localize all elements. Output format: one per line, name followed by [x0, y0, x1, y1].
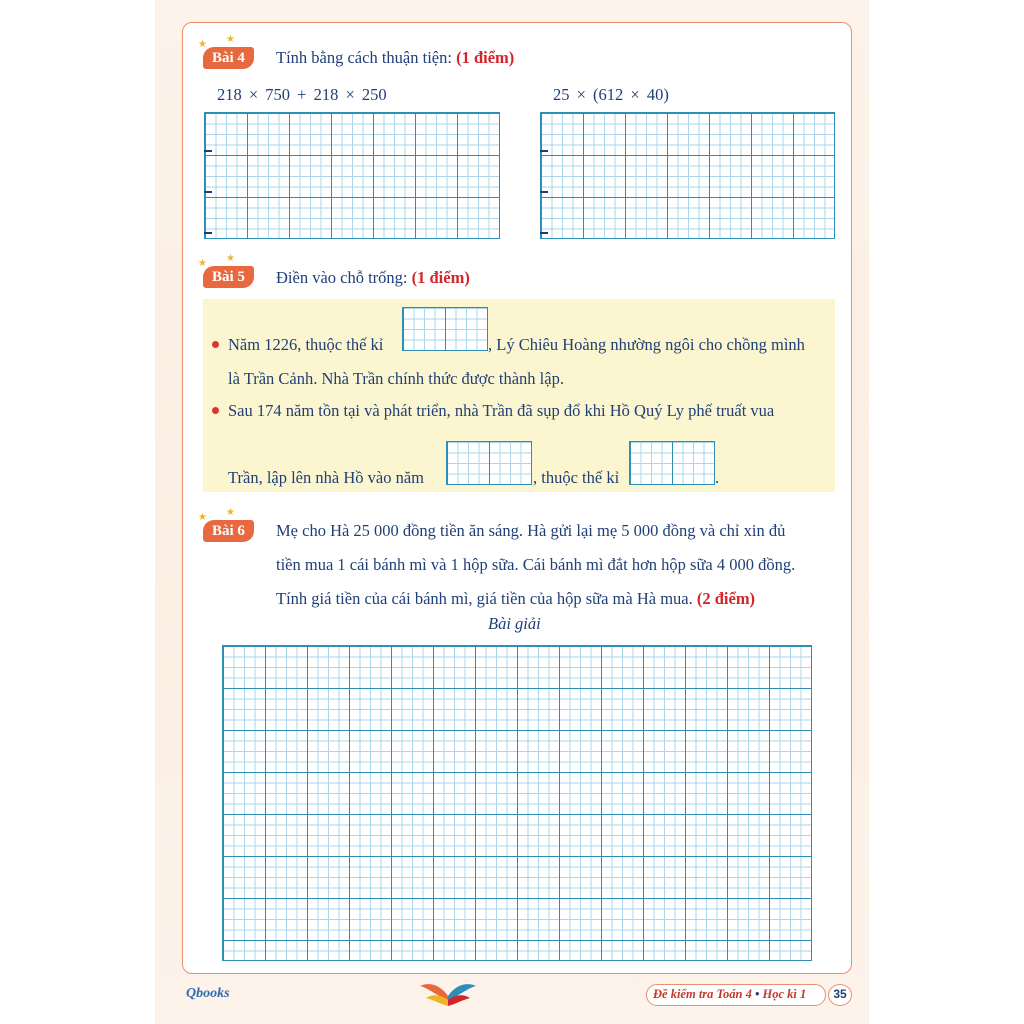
bai5-line4-b: , thuộc thế kỉ [533, 468, 620, 487]
bai5-blank-century-1[interactable] [402, 307, 488, 351]
bai5-line3: Sau 174 năm tồn tại và phát triển, nhà Trần đã sụp đổ khi Hồ Quý Ly phế truất vua [228, 401, 775, 420]
equals-mark [540, 191, 548, 193]
footer-title: Đề kiểm tra Toán 4 [653, 987, 752, 1001]
footer-separator: • [754, 987, 760, 1001]
bai4-badge: Bài 4 [203, 47, 254, 69]
bai6-solution-grid[interactable] [222, 645, 812, 961]
bai4-instruction: Tính bằng cách thuận tiện: [276, 48, 452, 67]
bai5-points: (1 điểm) [411, 268, 470, 287]
bai4-expr-right: 25 × (612 × 40) [553, 85, 669, 104]
bai5-line2: là Trần Cảnh. Nhà Trần chính thức được thành lập. [228, 369, 564, 388]
bai5-line1-b: , Lý Chiêu Hoàng nhường ngôi cho chồng mình [488, 335, 805, 354]
star-icon: ★ [226, 34, 235, 45]
star-icon: ★ [226, 507, 235, 518]
bai4-answer-grid-right[interactable] [540, 112, 835, 239]
solution-label: Bài giải [488, 614, 541, 633]
star-icon: ★ [198, 39, 207, 50]
page-number: 35 [828, 984, 852, 1006]
bai6-badge: Bài 6 [203, 520, 254, 542]
equals-mark [204, 191, 212, 193]
bai5-line1-a: Năm 1226, thuộc thế kỉ [228, 335, 384, 354]
bullet-icon [212, 341, 219, 348]
bai5-line4-a: Trần, lập lên nhà Hồ vào năm [228, 468, 424, 487]
bai5-instruction: Điền vào chỗ trống: [276, 268, 408, 287]
equals-mark [540, 232, 548, 234]
bai5-badge: Bài 5 [203, 266, 254, 288]
star-icon: ★ [226, 253, 235, 264]
bai5-blank-century-2[interactable] [629, 441, 715, 485]
bai5-question [276, 268, 470, 288]
bai5-blank-year[interactable] [446, 441, 532, 485]
equals-mark [204, 232, 212, 234]
star-icon: ★ [198, 258, 207, 269]
bai4-points: (1 điểm) [456, 48, 515, 67]
footer-term: Học kì 1 [762, 987, 807, 1001]
star-icon: ★ [198, 512, 207, 523]
bai4-answer-grid-left[interactable] [204, 112, 500, 239]
bai6-line2: tiền mua 1 cái bánh mì và 1 hộp sữa. Cái bánh mì đắt hơn hộp sữa 4 000 đồng. [276, 555, 796, 574]
wings-logo-icon [418, 978, 478, 1012]
bai6-line3: Tính giá tiền của cái bánh mì, giá tiền của hộp sữa mà Hà mua. [276, 589, 693, 608]
bai4-expr-left: 218 × 750 + 218 × 250 [217, 85, 387, 104]
bai4-question [276, 48, 514, 68]
equals-mark [204, 150, 212, 152]
publisher-logo: Qbooks [186, 986, 230, 1001]
bullet-icon [212, 407, 219, 414]
bai6-points: (2 điểm) [696, 589, 756, 608]
footer-book-title [646, 984, 826, 1006]
equals-mark [540, 150, 548, 152]
bai6-line3-wrap [276, 589, 755, 609]
bai6-line1: Mẹ cho Hà 25 000 đồng tiền ăn sáng. Hà gửi lại mẹ 5 000 đồng và chỉ xin đủ [276, 521, 786, 540]
bai5-line4-c: . [715, 468, 720, 487]
